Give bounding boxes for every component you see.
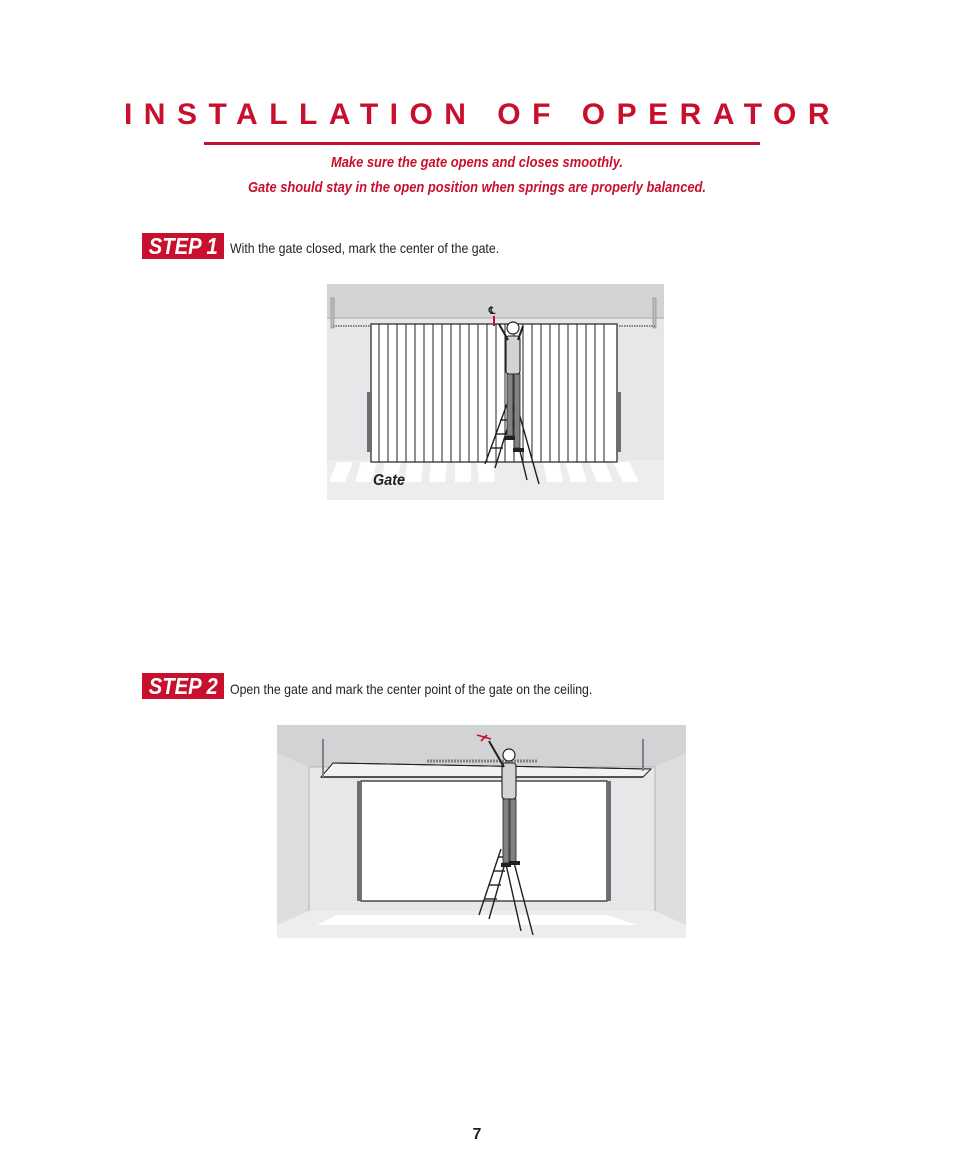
gate-label: Gate	[373, 472, 406, 489]
page-title: INSTALLATION OF OPERATOR	[123, 98, 842, 131]
step-1-text: With the gate closed, mark the center of the gate.	[230, 240, 500, 256]
open-gate-illustration	[277, 725, 686, 938]
step-2-text: Open the gate and mark the center point of the gate on the ceiling.	[230, 681, 593, 697]
intro-line-2: Gate should stay in the open position when springs are properly balanced.	[247, 179, 707, 196]
step-1-label: STEP 1	[148, 233, 218, 259]
title-rule	[204, 142, 760, 145]
closed-gate-illustration	[327, 284, 664, 500]
page-number: 7	[472, 1126, 482, 1143]
step-1-badge	[142, 233, 224, 259]
step-2-label: STEP 2	[148, 673, 218, 699]
centerline-symbol: ℄	[488, 306, 496, 317]
intro-line-1: Make sure the gate opens and closes smoothly.	[330, 154, 623, 171]
step-2-badge	[142, 673, 224, 699]
